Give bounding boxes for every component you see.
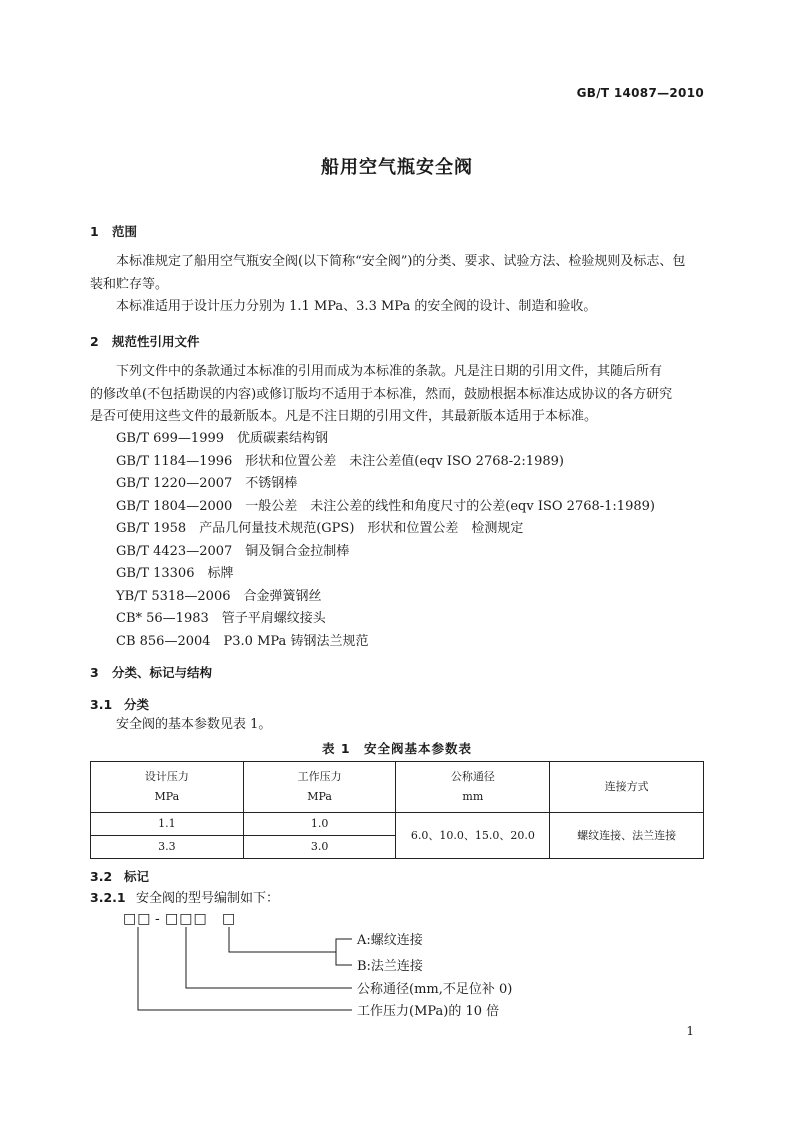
label-work-pressure: 工作压力(MPa)的 10 倍 — [357, 1004, 500, 1019]
code-group-1: □□ — [123, 911, 152, 927]
cell-work-pressure: 3.0 — [243, 836, 396, 859]
scope-p1-line1: 本标准规定了船用空气瓶安全阀(以下简称“安全阀”)的分类、要求、试验方法、检验规则及标志、包 — [116, 254, 686, 269]
classification-sentence: 安全阀的基本参数见表 1。 — [116, 717, 272, 732]
section-2-number: 2 — [90, 334, 99, 349]
classification-text — [90, 714, 704, 737]
model-code-diagram — [0, 905, 794, 1025]
cell-nominal-diameter: 6.0、10.0、15.0、20.0 — [396, 813, 550, 859]
reference-item: GB/T 4423—2007 铜及铜合金拉制棒 — [116, 544, 350, 559]
label-flange-connection: B:法兰连接 — [357, 959, 423, 974]
header-nominal-diameter-unit: mm — [462, 790, 484, 803]
table-1-caption: 表 1 安全阀基本参数表 — [321, 741, 473, 756]
document-title: 船用空气瓶安全阀 — [321, 157, 473, 178]
header-nominal-diameter-label: 公称通径 — [450, 770, 495, 783]
intro-line3: 是否可使用这些文件的最新版本。凡是不注日期的引用文件，其最新版本适用于本标准。 — [90, 409, 598, 424]
header-design-pressure-unit: MPa — [154, 790, 180, 803]
reference-item: GB/T 13306 标牌 — [116, 566, 234, 581]
header-nominal-diameter — [396, 762, 550, 813]
section-3-2-1-number: 3.2.1 — [90, 890, 126, 905]
reference-item: GB/T 1184—1996 形状和位置公差 未注公差值(eqv ISO 2768-2:1989) — [116, 454, 564, 469]
reference-item: CB 856—2004 P3.0 MPa 铸钢法兰规范 — [116, 634, 369, 649]
header-work-pressure — [243, 762, 396, 813]
leader-line-b — [336, 952, 352, 965]
intro-line1: 下列文件中的条款通过本标准的引用而成为本标准的条款。凡是注日期的引用文件，其随后所有 — [116, 364, 663, 379]
header-work-pressure-label: 工作压力 — [297, 770, 342, 783]
label-nominal-diameter: 公称通径(mm,不足位补 0) — [357, 982, 513, 997]
table-row — [91, 813, 704, 836]
intro-line2: 的修改单(不包括勘误的内容)或修订版均不适用于本标准，然而，鼓励根据本标准达成协议的各方研究 — [90, 386, 673, 402]
reference-item: GB/T 1804—2000 一般公差 未注公差的线性和角度尺寸的公差(eqv ISO 2768-1:1989) — [116, 499, 655, 514]
leader-line-diameter — [186, 927, 352, 988]
scope-p1-line2: 装和贮存等。 — [90, 276, 169, 292]
section-1-title: 范围 — [112, 224, 138, 239]
reference-item: GB/T 699—1999 优质碳素结构钢 — [116, 431, 329, 446]
table-header-row — [91, 762, 704, 813]
normative-intro — [90, 361, 704, 429]
section-3-title: 分类、标记与结构 — [112, 665, 213, 680]
cell-design-pressure: 1.1 — [91, 813, 244, 836]
section-3-1-title: 分类 — [124, 697, 150, 712]
section-3-2-heading — [90, 867, 149, 885]
scope-p2-text: 本标准适用于设计压力分别为 1.1 MPa、3.3 MPa 的安全阀的设计、制造和验收。 — [116, 299, 597, 314]
reference-item: GB/T 1958 产品几何量技术规范(GPS) 形状和位置公差 检测规定 — [116, 521, 524, 536]
parameter-table — [90, 761, 704, 859]
section-3-1-number: 3.1 — [90, 697, 113, 712]
section-2-title: 规范性引用文件 — [112, 334, 200, 349]
leader-line-a — [229, 927, 352, 952]
section-3-2-title: 标记 — [124, 869, 150, 884]
cell-connection: 螺纹连接、法兰连接 — [550, 813, 704, 859]
reference-item: CB* 56—1983 管子平肩螺纹接头 — [116, 611, 326, 626]
section-1-heading — [90, 222, 137, 240]
standard-code: GB/T 14087—2010 — [576, 86, 704, 100]
section-3-2-1-line — [90, 887, 279, 906]
reference-item: GB/T 1220—2007 不锈钢棒 — [116, 476, 298, 491]
header-connection: 连接方式 — [550, 762, 704, 813]
section-2-heading — [90, 332, 200, 350]
leader-line-pressure — [138, 927, 352, 1010]
reference-item: YB/T 5318—2006 合金弹簧钢丝 — [116, 589, 322, 604]
code-group-2: □□□ — [165, 911, 208, 927]
header-design-pressure — [91, 762, 244, 813]
section-3-1-heading — [90, 695, 149, 713]
page-number: 1 — [686, 1024, 694, 1038]
cell-work-pressure: 1.0 — [243, 813, 396, 836]
section-1-number: 1 — [90, 224, 99, 239]
code-group-3: □ — [222, 911, 236, 927]
scope-paragraph-2 — [90, 296, 704, 319]
section-3-heading — [90, 663, 212, 681]
header-work-pressure-unit: MPa — [307, 790, 332, 803]
cell-design-pressure: 3.3 — [91, 836, 244, 859]
section-3-number: 3 — [90, 665, 99, 680]
code-dash: - — [155, 911, 160, 927]
section-3-2-number: 3.2 — [90, 869, 113, 884]
label-thread-connection: A:螺纹连接 — [357, 933, 423, 948]
header-design-pressure-label: 设计压力 — [144, 770, 189, 783]
scope-paragraph-1 — [90, 251, 704, 296]
model-code-intro: 安全阀的型号编制如下： — [136, 891, 280, 906]
